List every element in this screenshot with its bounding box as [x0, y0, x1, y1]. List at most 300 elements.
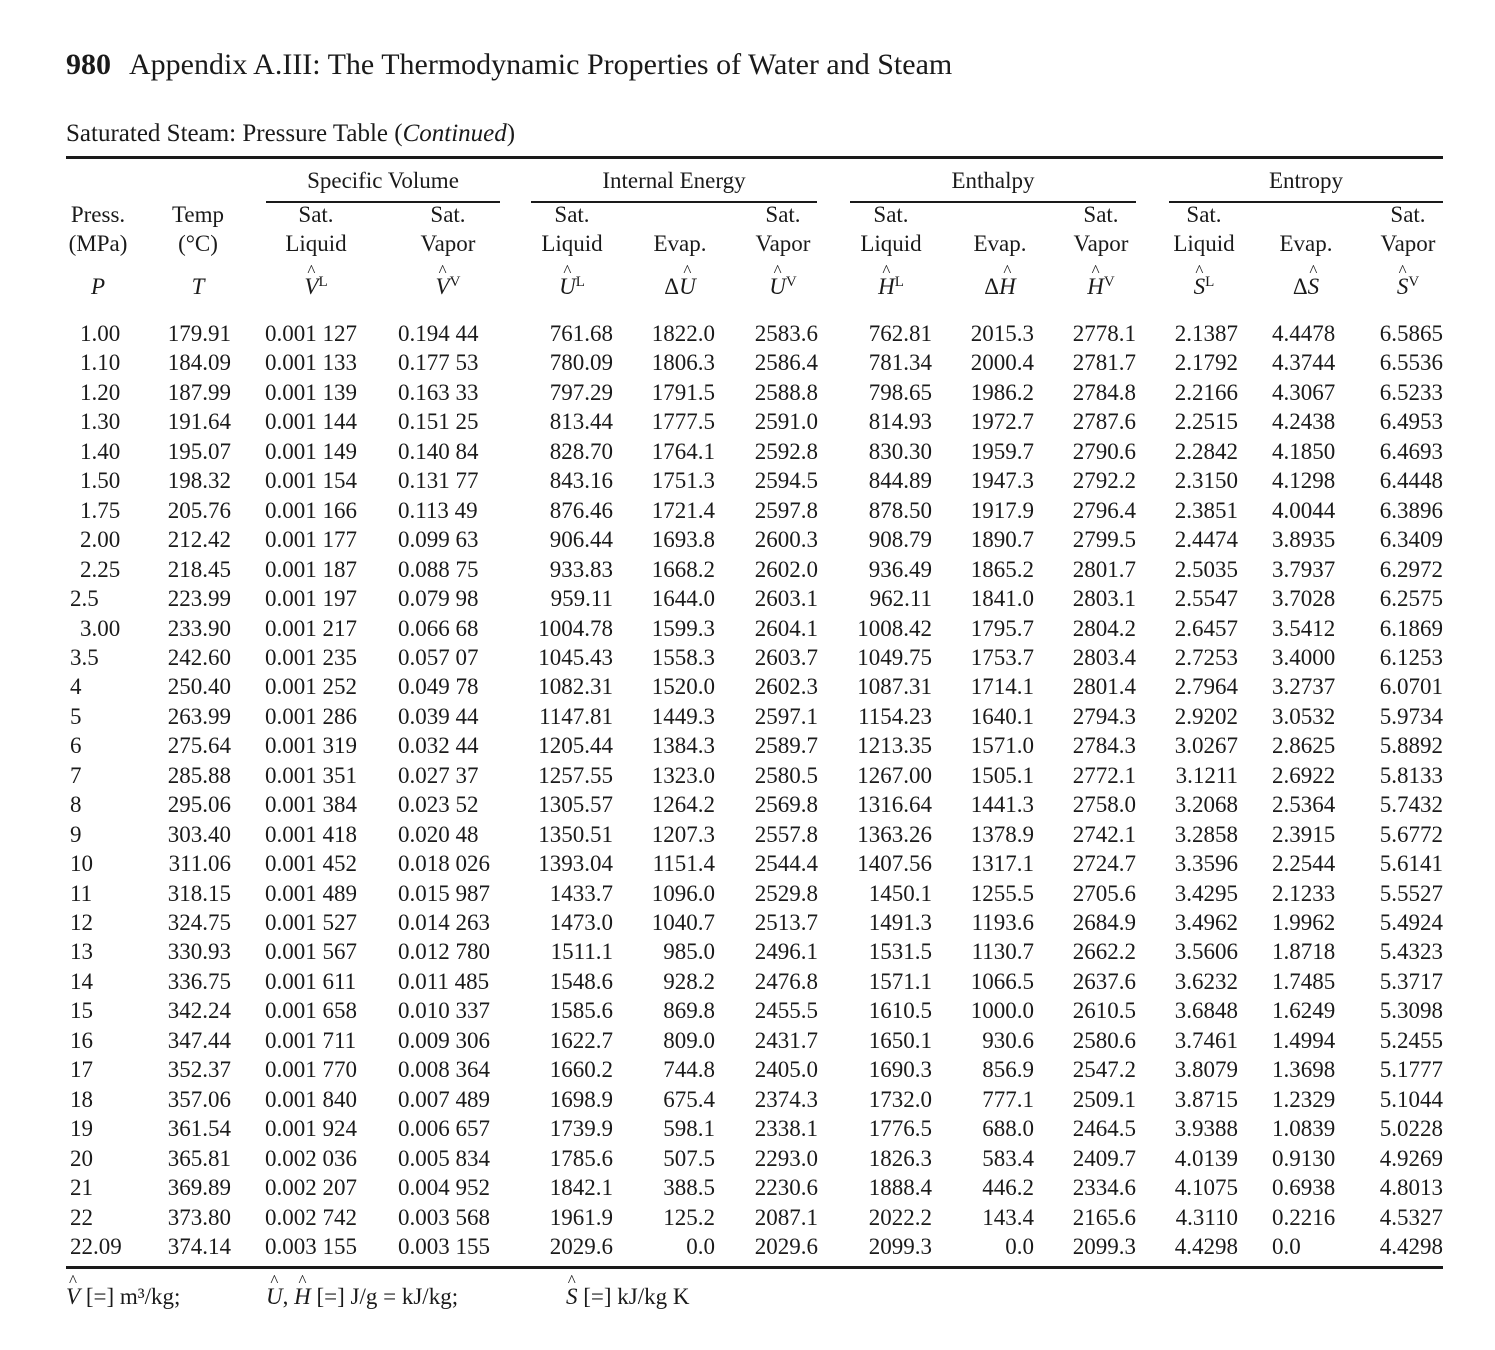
cell-ds: 3.2737: [1272, 674, 1336, 700]
cell-sl: 2.7253: [1174, 644, 1238, 670]
cell-vv: 0.032 44: [398, 733, 479, 759]
cell-vl: 0.001 658: [265, 998, 357, 1024]
cell-press: 3.5: [70, 644, 99, 670]
cell-ul: 876.46: [549, 497, 613, 523]
cell-hl: 1213.35: [857, 733, 932, 759]
cell-du: 1599.3: [651, 615, 715, 641]
cell-sl: 2.2515: [1174, 409, 1238, 435]
cell-temp: 275.64: [167, 733, 231, 759]
cell-vl: 0.001 217: [265, 615, 357, 641]
col-sv-vapor: Vapor: [1380, 231, 1436, 256]
cell-hl: 1154.23: [858, 703, 932, 729]
cell-ul: 1045.43: [538, 644, 613, 670]
cell-temp: 223.99: [167, 586, 231, 612]
cell-du: 1806.3: [651, 350, 715, 376]
cell-ds: 1.0839: [1272, 1116, 1336, 1142]
cell-ul: 1433.7: [549, 880, 613, 906]
cell-ul: 1257.55: [538, 762, 613, 788]
cell-hv: 2803.1: [1072, 586, 1136, 612]
cell-vl: 0.001 924: [265, 1116, 357, 1142]
cell-du: 1520.0: [651, 674, 715, 700]
cell-temp: 324.75: [167, 910, 231, 935]
cell-dh: 0.0: [1005, 1233, 1034, 1259]
cell-ul: 959.11: [550, 586, 613, 612]
footer-v-units: ^ V [=] m³/kg;: [66, 1284, 180, 1310]
cell-du: 1791.5: [651, 379, 715, 405]
cell-hl: 878.50: [868, 497, 932, 523]
col-sv-sat: Sat.: [1390, 202, 1426, 227]
cell-dh: 1378.9: [970, 821, 1034, 847]
cell-hl: 1610.5: [868, 998, 932, 1024]
cell-uv: 2594.5: [754, 468, 818, 494]
cell-uv: 2583.6: [754, 321, 818, 346]
cell-dh: 1753.7: [970, 644, 1034, 670]
cell-vv: 0.018 026: [398, 851, 490, 877]
col-hv-sat: Sat.: [1083, 202, 1119, 227]
cell-ul: 1622.7: [549, 1027, 613, 1053]
cell-press: 20: [70, 1145, 93, 1171]
cell-hv: 2799.5: [1072, 527, 1136, 553]
cell-hv: 2801.4: [1072, 674, 1136, 700]
sym-dh: Δ^ H: [960, 274, 1040, 300]
cell-ul: 1548.6: [549, 968, 613, 994]
cell-vv: 0.113 49: [398, 497, 478, 523]
col-sl-sat: Sat.: [1186, 202, 1222, 227]
cell-sl: 2.6457: [1174, 615, 1238, 641]
cell-ul: 1393.04: [538, 851, 613, 877]
cell-du: 1384.3: [651, 733, 715, 759]
cell-temp: 303.40: [167, 821, 231, 847]
cell-press: 22.09: [70, 1233, 122, 1259]
cell-sv: 5.7432: [1379, 792, 1443, 818]
col-du-evap: Evap.: [653, 231, 707, 256]
cell-hl: 1650.1: [868, 1027, 932, 1053]
cell-hv: 2784.8: [1072, 379, 1136, 405]
cell-ul: 780.09: [549, 350, 613, 376]
cell-press: 18: [70, 1086, 93, 1112]
cell-temp: 369.89: [167, 1175, 231, 1201]
cell-press: 1.40: [80, 438, 121, 464]
cell-sl: 4.3110: [1175, 1204, 1238, 1230]
cell-temp: 318.15: [167, 880, 231, 906]
cell-ul: 828.70: [549, 438, 613, 464]
cell-vv: 0.012 780: [398, 939, 490, 965]
cell-temp: 285.88: [167, 762, 231, 788]
cell-vl: 0.001 840: [265, 1086, 357, 1112]
cell-uv: 2293.0: [754, 1145, 818, 1171]
cell-du: 1264.2: [651, 792, 715, 818]
cell-hv: 2165.6: [1072, 1204, 1136, 1230]
cell-sl: 2.3851: [1174, 497, 1238, 523]
col-hl-liquid: Liquid: [860, 231, 922, 256]
cell-vl: 0.001 711: [265, 1027, 357, 1053]
cell-dh: 856.9: [982, 1057, 1034, 1083]
cell-du: 0.0: [686, 1233, 715, 1259]
sym-hv: ^ $H^V$: [1066, 274, 1136, 300]
cell-uv: 2586.4: [754, 350, 818, 376]
cell-vl: 0.001 319: [265, 733, 357, 759]
cell-dh: 1505.1: [970, 762, 1034, 788]
cell-press: 9: [70, 821, 82, 847]
cell-hv: 2705.6: [1072, 880, 1136, 906]
cell-sl: 3.2068: [1174, 792, 1238, 818]
cell-press: 4: [70, 674, 82, 700]
cell-ul: 1739.9: [549, 1116, 613, 1142]
cell-ul: 1473.0: [549, 910, 613, 935]
cell-ul: 1961.9: [549, 1204, 613, 1230]
col-sl-liquid: Liquid: [1173, 231, 1235, 256]
cell-sv: 5.0228: [1379, 1116, 1443, 1142]
cell-press: 1.20: [80, 379, 121, 405]
cell-uv: 2374.3: [754, 1086, 818, 1112]
cell-ul: 843.16: [549, 468, 613, 494]
cell-sv: 6.2972: [1379, 556, 1443, 582]
cell-vv: 0.079 98: [398, 586, 479, 612]
cell-sv: 5.2455: [1379, 1027, 1443, 1053]
col-vl-liquid: Liquid: [285, 231, 347, 256]
cell-vv: 0.010 337: [398, 998, 490, 1024]
cell-hv: 2464.5: [1072, 1116, 1136, 1142]
cell-vv: 0.004 952: [398, 1175, 490, 1201]
cell-press: 7: [70, 762, 82, 788]
cell-sl: 2.2842: [1174, 438, 1238, 464]
cell-ds: 1.4994: [1272, 1027, 1336, 1053]
cell-sl: 3.6232: [1174, 968, 1238, 994]
cell-hv: 2334.6: [1072, 1175, 1136, 1201]
cell-ul: 1660.2: [549, 1057, 613, 1083]
cell-ul: 1350.51: [538, 821, 613, 847]
cell-temp: 336.75: [167, 968, 231, 994]
cell-sl: 2.1792: [1174, 350, 1238, 376]
cell-temp: 205.76: [167, 497, 231, 523]
cell-du: 928.2: [663, 968, 715, 994]
cell-uv: 2600.3: [754, 527, 818, 553]
cell-ul: 1004.78: [538, 615, 613, 641]
cell-uv: 2513.7: [754, 910, 818, 935]
cell-dh: 777.1: [982, 1086, 1034, 1112]
cell-du: 1721.4: [651, 497, 715, 523]
cell-vl: 0.001 567: [265, 939, 357, 965]
cell-dh: 688.0: [982, 1116, 1034, 1142]
cell-temp: 218.45: [167, 556, 231, 582]
cell-hv: 2796.4: [1072, 497, 1136, 523]
cell-vl: 0.003 155: [265, 1233, 357, 1259]
cell-vl: 0.001 452: [265, 851, 357, 877]
cell-sv: 5.8133: [1379, 762, 1443, 788]
cell-ds: 3.4000: [1272, 644, 1336, 670]
cell-ul: 1842.1: [549, 1175, 613, 1201]
cell-hv: 2778.1: [1072, 321, 1136, 346]
cell-hl: 936.49: [868, 556, 932, 582]
cell-sv: 6.4693: [1379, 438, 1443, 464]
cell-uv: 2602.3: [754, 674, 818, 700]
group-specific-volume: Specific Volume: [307, 168, 459, 193]
cell-du: 675.4: [663, 1086, 715, 1112]
cell-vl: 0.001 489: [265, 880, 357, 906]
col-temp-unit: (°C): [178, 231, 218, 256]
cell-sv: 4.5327: [1379, 1204, 1443, 1230]
cell-du: 1693.8: [651, 527, 715, 553]
cell-sl: 3.9388: [1174, 1116, 1238, 1142]
cell-du: 1668.2: [651, 556, 715, 582]
cell-hv: 2794.3: [1072, 703, 1136, 729]
cell-ds: 0.2216: [1272, 1204, 1336, 1230]
cell-vv: 0.020 48: [398, 821, 479, 847]
cell-hv: 2792.2: [1072, 468, 1136, 494]
cell-ul: 933.83: [549, 556, 613, 582]
cell-temp: 195.07: [167, 438, 231, 464]
cell-ul: 1585.6: [549, 998, 613, 1024]
cell-hl: 1363.26: [857, 821, 932, 847]
cell-vl: 0.001 611: [265, 968, 357, 994]
cell-dh: 143.4: [982, 1204, 1034, 1230]
cell-vl: 0.002 742: [265, 1204, 357, 1230]
cell-hl: 1008.42: [857, 615, 932, 641]
cell-hv: 2724.7: [1072, 851, 1136, 877]
cell-hv: 2099.3: [1072, 1233, 1136, 1259]
cell-temp: 373.80: [167, 1204, 231, 1230]
sym-t: T: [191, 274, 205, 299]
cell-hl: 1087.31: [857, 674, 932, 700]
cell-uv: 2589.7: [754, 733, 818, 759]
col-hv-vapor: Vapor: [1073, 231, 1129, 256]
cell-vv: 0.015 987: [398, 880, 490, 906]
cell-vl: 0.001 139: [265, 379, 357, 405]
cell-vl: 0.001 154: [265, 468, 357, 494]
cell-hv: 2610.5: [1072, 998, 1136, 1024]
cell-du: 388.5: [663, 1175, 715, 1201]
cell-sl: 2.5035: [1174, 556, 1238, 582]
cell-du: 1764.1: [651, 438, 715, 464]
cell-vv: 0.177 53: [398, 350, 479, 376]
cell-du: 1777.5: [651, 409, 715, 435]
cell-hl: 1407.56: [857, 851, 932, 877]
cell-vl: 0.001 127: [265, 321, 357, 346]
cell-temp: 342.24: [167, 998, 231, 1024]
cell-ul: 1511.1: [550, 939, 613, 965]
cell-ul: 1698.9: [549, 1086, 613, 1112]
cell-temp: 250.40: [167, 674, 231, 700]
cell-uv: 2455.5: [754, 998, 818, 1024]
cell-temp: 263.99: [167, 703, 231, 729]
cell-ds: 1.6249: [1272, 998, 1336, 1024]
cell-ds: 1.3698: [1272, 1057, 1336, 1083]
sym-vl: ^ $V^L$: [266, 274, 366, 300]
cell-sv: 6.1869: [1379, 615, 1443, 641]
cell-dh: 1255.5: [970, 880, 1034, 906]
cell-dh: 1640.1: [970, 703, 1034, 729]
cell-press: 21: [70, 1175, 93, 1201]
cell-hl: 1826.3: [868, 1145, 932, 1171]
cell-hl: 830.30: [868, 438, 932, 464]
cell-vv: 0.057 07: [398, 644, 479, 670]
cell-du: 809.0: [663, 1027, 715, 1053]
cell-uv: 2431.7: [754, 1027, 818, 1053]
cell-sl: 4.0139: [1174, 1145, 1238, 1171]
cell-temp: 191.64: [167, 409, 231, 435]
cell-press: 15: [70, 998, 93, 1024]
cell-sl: 2.1387: [1174, 321, 1238, 346]
cell-sv: 5.6141: [1379, 851, 1443, 877]
cell-hv: 2742.1: [1072, 821, 1136, 847]
cell-vl: 0.001 527: [265, 910, 357, 935]
cell-vv: 0.003 155: [398, 1233, 490, 1259]
cell-vl: 0.002 207: [265, 1175, 357, 1201]
cell-sv: 6.0701: [1379, 674, 1443, 700]
cell-vv: 0.005 834: [398, 1145, 490, 1171]
cell-ds: 3.8935: [1272, 527, 1336, 553]
cell-vv: 0.014 263: [398, 910, 490, 935]
cell-sv: 5.6772: [1379, 821, 1443, 847]
cell-temp: 198.32: [167, 468, 231, 494]
cell-sl: 3.7461: [1174, 1027, 1238, 1053]
cell-sv: 6.2575: [1379, 586, 1443, 612]
cell-press: 5: [70, 703, 82, 729]
cell-uv: 2230.6: [754, 1175, 818, 1201]
cell-press: 17: [70, 1057, 93, 1083]
cell-ul: 906.44: [549, 527, 613, 553]
cell-du: 1040.7: [651, 910, 715, 935]
cell-hl: 1049.75: [857, 644, 932, 670]
cell-vv: 0.027 37: [398, 762, 479, 788]
sym-ul: ^ $U^L$: [531, 274, 613, 300]
footer-s-units: ^ S [=] kJ/kg K: [566, 1284, 690, 1310]
cell-sv: 6.3409: [1379, 527, 1443, 553]
cell-hl: 1531.5: [868, 939, 932, 965]
cell-hl: 1316.64: [857, 792, 932, 818]
cell-hl: 844.89: [868, 468, 932, 494]
cell-hl: 2022.2: [868, 1204, 932, 1230]
cell-press: 6: [70, 733, 82, 759]
sym-uv: ^ $U^V$: [748, 274, 818, 300]
cell-ds: 3.5412: [1272, 615, 1336, 641]
cell-hv: 2580.6: [1072, 1027, 1136, 1053]
cell-uv: 2029.6: [754, 1233, 818, 1259]
table-bottom-rule: [66, 1266, 1443, 1269]
cell-sl: 2.9202: [1174, 703, 1238, 729]
cell-dh: 1959.7: [970, 438, 1034, 464]
cell-temp: 361.54: [167, 1116, 231, 1142]
sym-p: P: [90, 274, 106, 299]
cell-vl: 0.001 149: [265, 438, 357, 464]
cell-hv: 2772.1: [1072, 762, 1136, 788]
cell-vv: 0.099 63: [398, 527, 479, 553]
cell-ds: 4.4478: [1272, 321, 1336, 346]
cell-sv: 5.3717: [1379, 968, 1443, 994]
cell-hl: 1267.00: [857, 762, 932, 788]
footer-uh-units: ^ U, ^ H [=] J/g = kJ/kg;: [266, 1284, 458, 1310]
cell-uv: 2557.8: [754, 821, 818, 847]
cell-hl: 798.65: [868, 379, 932, 405]
cell-hv: 2547.2: [1072, 1057, 1136, 1083]
cell-temp: 352.37: [167, 1057, 231, 1083]
cell-hv: 2801.7: [1072, 556, 1136, 582]
cell-dh: 2015.3: [970, 321, 1034, 346]
cell-sl: 3.3596: [1174, 851, 1238, 877]
cell-sl: 3.4295: [1174, 880, 1238, 906]
cell-sv: 4.8013: [1379, 1175, 1443, 1201]
cell-uv: 2338.1: [754, 1116, 818, 1142]
cell-vl: 0.001 235: [265, 644, 357, 670]
cell-du: 1449.3: [651, 703, 715, 729]
cell-ul: 761.68: [549, 321, 613, 346]
cell-vl: 0.001 187: [265, 556, 357, 582]
cell-sl: 2.4474: [1174, 527, 1238, 553]
cell-du: 1151.4: [652, 851, 715, 877]
cell-ds: 2.8625: [1272, 733, 1336, 759]
cell-ds: 4.1850: [1272, 438, 1336, 464]
cell-vv: 0.163 33: [398, 379, 479, 405]
cell-uv: 2496.1: [754, 939, 818, 965]
cell-uv: 2405.0: [754, 1057, 818, 1083]
cell-temp: 295.06: [167, 792, 231, 818]
cell-vv: 0.003 568: [398, 1204, 490, 1230]
cell-vv: 0.049 78: [398, 674, 479, 700]
cell-ds: 0.0: [1272, 1233, 1301, 1259]
cell-dh: 1193.6: [971, 910, 1034, 935]
cell-hv: 2509.1: [1072, 1086, 1136, 1112]
cell-sv: 6.4448: [1379, 468, 1443, 494]
cell-vl: 0.001 197: [265, 586, 357, 612]
cell-hl: 2099.3: [868, 1233, 932, 1259]
cell-sv: 6.4953: [1379, 409, 1443, 435]
cell-dh: 1841.0: [970, 586, 1034, 612]
cell-press: 22: [70, 1204, 93, 1230]
cell-ul: 1785.6: [549, 1145, 613, 1171]
cell-temp: 365.81: [167, 1145, 231, 1171]
cell-press: 14: [70, 968, 93, 994]
cell-uv: 2569.8: [754, 792, 818, 818]
cell-sv: 6.5536: [1379, 350, 1443, 376]
cell-ds: 4.0044: [1272, 497, 1336, 523]
cell-sv: 5.9734: [1379, 703, 1443, 729]
sym-ds: Δ^ S: [1268, 274, 1344, 300]
cell-vl: 0.001 384: [265, 792, 357, 818]
cell-sv: 5.4323: [1379, 939, 1443, 965]
cell-vl: 0.001 286: [265, 703, 357, 729]
cell-press: 1.00: [80, 321, 121, 346]
cell-sv: 5.1777: [1379, 1057, 1443, 1083]
cell-hl: 1888.4: [868, 1175, 932, 1201]
cell-uv: 2604.1: [754, 615, 818, 641]
cell-ul: 1147.81: [539, 703, 613, 729]
cell-press: 1.50: [80, 468, 121, 494]
cell-vv: 0.006 657: [398, 1116, 490, 1142]
cell-sl: 2.7964: [1174, 674, 1238, 700]
cell-uv: 2592.8: [754, 438, 818, 464]
cell-hv: 2803.4: [1072, 644, 1136, 670]
cell-press: 1.10: [80, 350, 121, 376]
cell-temp: 242.60: [167, 644, 231, 670]
col-vv-vapor: Vapor: [420, 231, 476, 256]
cell-temp: 357.06: [167, 1086, 231, 1112]
cell-hl: 962.11: [869, 586, 932, 612]
cell-dh: 1571.0: [970, 733, 1034, 759]
cell-dh: 446.2: [982, 1175, 1034, 1201]
cell-uv: 2597.8: [754, 497, 818, 523]
sym-vv: ^ $V^V$: [398, 274, 498, 300]
cell-sl: 3.0267: [1174, 733, 1238, 759]
cell-vv: 0.088 75: [398, 556, 479, 582]
caption-suffix: ): [506, 120, 516, 147]
cell-temp: 347.44: [167, 1027, 231, 1053]
cell-dh: 1986.2: [970, 379, 1034, 405]
cell-ds: 4.1298: [1272, 468, 1336, 494]
col-vv-sat: Sat.: [430, 202, 466, 227]
cell-ds: 1.2329: [1272, 1086, 1336, 1112]
cell-du: 1096.0: [651, 880, 715, 906]
cell-sv: 6.5865: [1379, 321, 1443, 346]
